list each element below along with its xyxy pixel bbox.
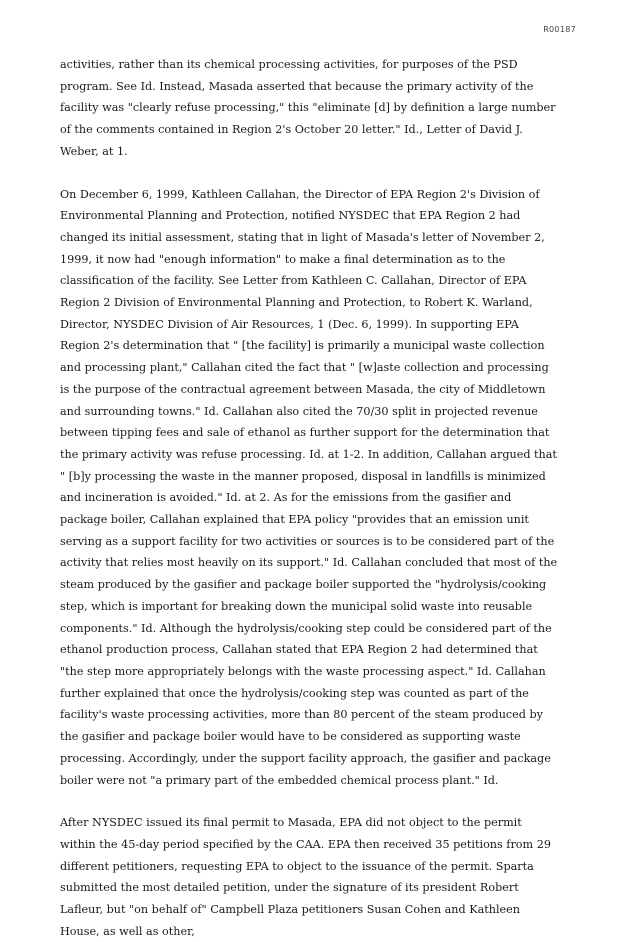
paragraph: activities, rather than its chemical processing activities, for purposes of the PSD program. See Id. Instead, Masada asserted that because the primary activity of the facility was "clearly refuse processing," this "eliminate [d] by definition a large number of the comments contained in Region 2's October 20 letter." Id., Letter of David J. Weber, at 1.: [60, 58, 556, 158]
paragraph: After NYSDEC issued its final permit to Masada, EPA did not object to the permit within the 45-day period specified by the CAA. EPA then received 35 petitions from 29 different petitioners, requesting EPA to object to the issuance of the permit. Sparta submitted the most detailed petition, under the signature of its president Robert Lafleur, but "on behalf of" Campbell Plaza petitioners Susan Cohen and Kathleen House, as well as other,: [60, 816, 551, 938]
document-body: [60, 54, 560, 942]
page-number: R00187: [543, 25, 576, 34]
paragraph: On December 6, 1999, Kathleen Callahan, the Director of EPA Region 2's Division of Environmental Planning and Protection, notified NYSDEC that EPA Region 2 had changed its initial assessment, stating that in light of Masada's letter of November 2, 1999, it now had "enough information" to make a final determination as to the classification of the facility. See Letter from Kathleen C. Callahan, Director of EPA Region 2 Division of Environmental Planning and Protection, to Robert K. Warland, Director, NYSDEC Division of Air Resources, 1 (Dec. 6, 1999). In supporting EPA Region 2's determination that " [the facility] is primarily a municipal waste collection and processing plant," Callahan cited the fact that " [w]aste collection and processing is the purpose of the contractual agreement between Masada, the city of Middletown and surrounding towns." Id. Callahan also cited the 70/30 split in projected revenue between tipping fees and sale of ethanol as further support for the determination that the primary activity was refuse processing. Id. at 1-2. In addition, Callahan argued that " [b]y processing the waste in the manner proposed, disposal in landfills is minimized and incineration is avoided." Id. at 2. As for the emissions from the gasifier and package boiler, Callahan explained that EPA policy "provides that an emission unit serving as a support facility for two activities or sources is to be considered part of the activity that relies most heavily on its support." Id. Callahan concluded that most of the steam produced by the gasifier and package boiler supported the "hydrolysis/cooking step, which is important for breaking down the municipal solid waste into reusable components." Id. Although the hydrolysis/cooking step could be considered part of the ethanol production process, Callahan stated that EPA Region 2 had determined that "the step more appropriately belongs with the waste processing aspect." Id. Callahan further explained that once the hydrolysis/cooking step was counted as part of the facility's waste processing activities, more than 80 percent of the steam produced by the gasifier and package boiler would have to be considered as supporting waste processing. Accordingly, under the support facility approach, the gasifier and package boiler were not "a primary part of the embedded chemical process plant." Id.: [60, 187, 558, 787]
